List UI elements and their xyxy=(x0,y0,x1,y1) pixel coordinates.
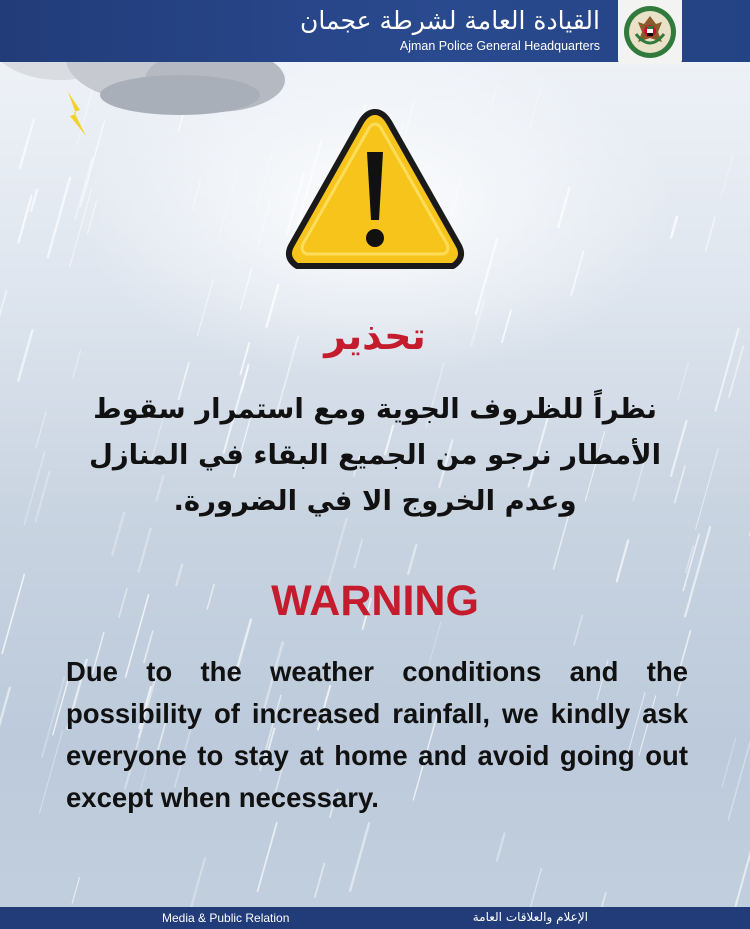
rain-streak xyxy=(39,730,62,813)
rain-streak xyxy=(48,178,70,257)
footer-bar xyxy=(0,907,750,929)
rain-streak xyxy=(18,196,31,242)
arabic-warning-message: نظراً للظروف الجوية ومع استمرار سقوط الأمطار نرجو من الجميع البقاء في المنازل وعدم الخروج الا في الضرورة. xyxy=(88,393,662,517)
header-arabic-title: القيادة العامة لشرطة عجمان xyxy=(300,6,600,35)
rain-streak xyxy=(497,834,504,861)
rain-streak xyxy=(598,893,606,907)
rain-streak xyxy=(354,540,362,568)
warning-triangle-icon xyxy=(283,106,467,274)
rain-streak xyxy=(732,840,750,907)
header-english-title: Ajman Police General Headquarters xyxy=(399,39,600,53)
rain-streak xyxy=(728,735,750,820)
police-emblem xyxy=(618,0,682,64)
rain-streak xyxy=(24,452,44,525)
rain-streak xyxy=(31,190,37,211)
rain-streak xyxy=(350,823,369,890)
header-title-group xyxy=(300,4,600,54)
ajman-police-emblem-icon xyxy=(622,4,678,60)
rain-streak xyxy=(706,218,715,251)
rain-streak xyxy=(315,864,324,897)
rain-streak xyxy=(42,677,64,757)
rain-streak xyxy=(72,877,79,903)
footer-english-department: Media & Public Relation xyxy=(162,911,290,925)
rain-streak xyxy=(139,529,151,572)
rain-streak xyxy=(524,869,542,907)
rain-streak xyxy=(188,858,205,907)
rain-streak xyxy=(408,545,416,574)
english-warning-message: Due to the weather conditions and the possibility of increased rainfall, we kindly ask everyone to stay at home and avoid going out except when necessary. xyxy=(66,656,688,813)
rain-streak xyxy=(0,688,10,740)
arabic-warning-title: تحذير xyxy=(324,314,426,358)
rain-streak xyxy=(696,449,719,529)
english-warning-title: WARNING xyxy=(271,577,479,625)
footer-arabic-department: الإعلام والعلاقات العامة xyxy=(472,910,588,924)
rain-streak xyxy=(722,738,736,787)
rain-streak xyxy=(721,153,734,198)
rain-streak xyxy=(258,823,277,891)
rain-streak xyxy=(36,412,46,448)
header-bar xyxy=(0,0,750,62)
